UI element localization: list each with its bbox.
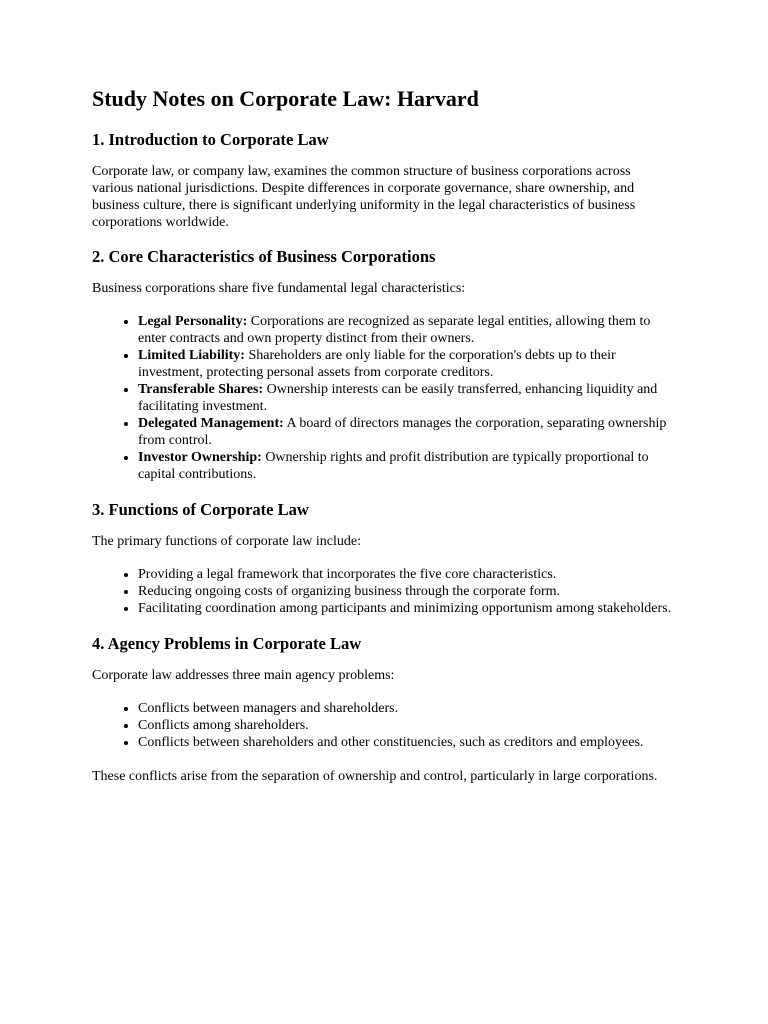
section-paragraph: Corporate law, or company law, examines the common structure of business corporations across various national jurisdictions. Despite differences in corporate governance, share ownership, and business culture, there is significant underlying uniformity in the legal characteristics of business corporations worldwide. [92, 164, 636, 230]
section-heading: 2. Core Characteristics of Business Corporations [92, 247, 436, 266]
list-item-term: Limited Liability: [138, 348, 245, 363]
list-item-text: A board of directors manages the corporation, separating ownership from control. [138, 416, 667, 448]
list-item: • Providing a legal framework that incorporates the five core characteristics. [138, 566, 672, 583]
list-item-text: Shareholders are only liable for the corporation's debts up to their investment, protecting personal assets from corporate creditors. [138, 348, 616, 380]
list-item: • Reducing ongoing costs of organizing business through the corporate form. [138, 583, 672, 600]
section-agency-problems [92, 634, 672, 785]
list-item [138, 313, 672, 347]
list-item: • Conflicts between shareholders and other constituencies, such as creditors and employees. [138, 734, 672, 751]
list-item [138, 449, 672, 483]
section-heading: 1. Introduction to Corporate Law [92, 130, 329, 149]
list-item-term: Investor Ownership: [138, 450, 262, 465]
list-item: • Conflicts among shareholders. [138, 717, 672, 734]
section-core-characteristics [92, 247, 672, 483]
section-intro: Business corporations share five fundamental legal characteristics: [92, 281, 466, 296]
section-intro: Corporate law addresses three main agency problems: [92, 668, 395, 683]
list-item: • Facilitating coordination among participants and minimizing opportunism among stakeholders. [138, 600, 672, 617]
section-introduction [92, 130, 672, 231]
list-item-text: Ownership interests can be easily transferred, enhancing liquidity and facilitating investment. [138, 382, 658, 414]
list-item-term: Legal Personality: [138, 314, 248, 329]
list-item [138, 415, 672, 449]
list-item-term: Transferable Shares: [138, 382, 264, 397]
list-item [138, 381, 672, 415]
section-intro: The primary functions of corporate law include: [92, 534, 362, 549]
list-item-text: Corporations are recognized as separate legal entities, allowing them to enter contracts and own property distinct from their owners. [138, 314, 651, 346]
agency-problems-list [92, 700, 672, 751]
characteristics-list [92, 313, 672, 483]
list-item: • Conflicts between managers and shareholders. [138, 700, 672, 717]
list-item [138, 347, 672, 381]
document-title: Study Notes on Corporate Law: Harvard [92, 86, 479, 111]
section-heading: 3. Functions of Corporate Law [92, 500, 309, 519]
section-heading: 4. Agency Problems in Corporate Law [92, 634, 362, 653]
functions-list [92, 566, 672, 617]
section-closing: These conflicts arise from the separation of ownership and control, particularly in large corporations. [92, 769, 658, 784]
section-functions [92, 500, 672, 617]
list-item-text: Ownership rights and profit distribution are typically proportional to capital contributions. [138, 450, 649, 482]
list-item-term: Delegated Management: [138, 416, 284, 431]
